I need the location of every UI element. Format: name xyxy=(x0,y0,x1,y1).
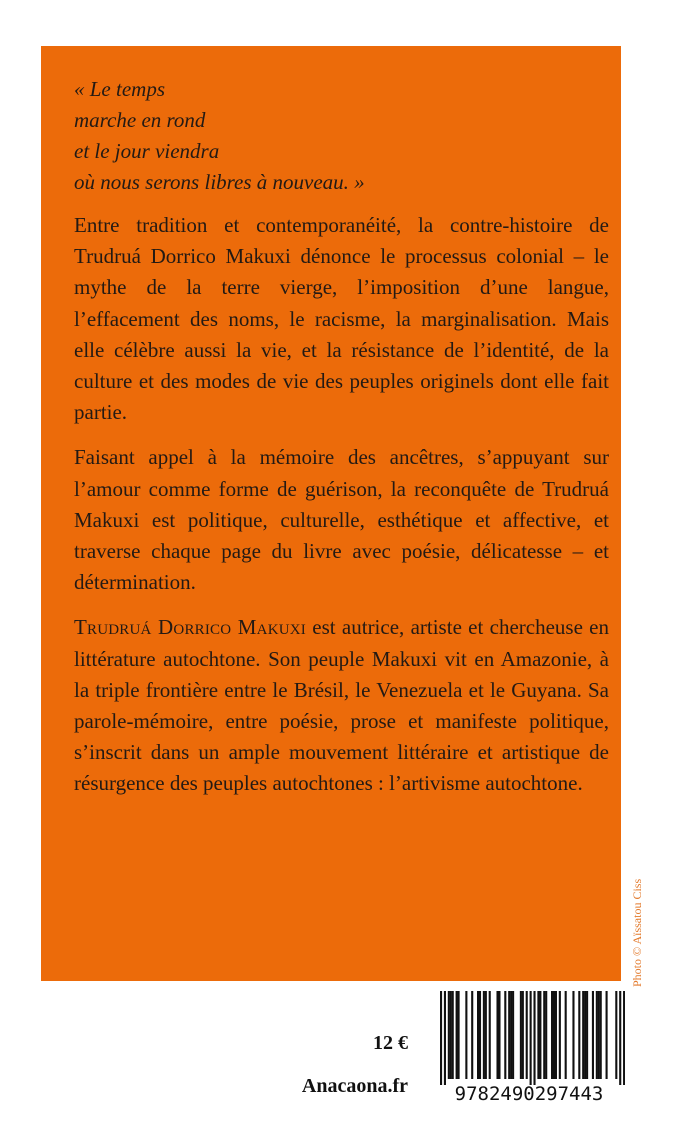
barcode-bar xyxy=(465,991,467,1079)
quote-line: marche en rond xyxy=(74,108,206,132)
barcode-bar xyxy=(485,991,487,1079)
barcode-bar xyxy=(586,991,588,1079)
barcode-bar xyxy=(520,991,522,1079)
author-name: Trudruá Dorrico Makuxi xyxy=(74,615,306,640)
barcode-bar xyxy=(606,991,608,1079)
publisher-website: Anacaona.fr xyxy=(301,1075,408,1097)
author-bio-paragraph xyxy=(74,612,609,799)
barcode-bar xyxy=(522,991,524,1079)
barcode-bar xyxy=(539,991,541,1079)
barcode-bar xyxy=(444,991,446,1085)
barcode-bar xyxy=(623,991,625,1085)
quote-line: où nous serons libres à nouveau. » xyxy=(74,170,365,194)
barcode-bar xyxy=(448,991,450,1079)
barcode-bar xyxy=(526,991,528,1079)
barcode-bar xyxy=(477,991,479,1079)
barcode-bar xyxy=(598,991,600,1079)
barcode-bar xyxy=(559,991,561,1079)
barcode-bar xyxy=(479,991,481,1079)
barcode-bar xyxy=(596,991,598,1079)
author-bio-text: est autrice, artiste et chercheuse en littérature autochtone. Son peuple Makuxi vit en Amazonie, à la triple frontière entre le Brésil, le Venezuela et le Guyana. Sa parole-mémoire, entre poésie, prose et manifeste politique, s’inscrit dans un ample mouvement littéraire et artistique de résurgence des peuples autochtones : l’artivisme autochtone. xyxy=(74,615,610,796)
barcode-bar xyxy=(510,991,512,1079)
quote-line: et le jour viendra xyxy=(74,139,220,163)
barcode-bar xyxy=(619,991,621,1085)
barcode-bar xyxy=(565,991,567,1079)
theme-paragraph: Faisant appel à la mémoire des ancêtres, s’appuyant sur l’amour comme forme de guérison, la reconquête de Trudruá Makuxi est politique, culturelle, esthétique et affective, et traverse chaque page du livre avec poésie, délicatesse – et détermination. xyxy=(74,445,609,595)
barcode-bar xyxy=(471,991,473,1079)
barcode-bar xyxy=(615,991,617,1079)
barcode-bar xyxy=(458,991,460,1079)
barcode-bar xyxy=(545,991,547,1079)
barcode-bars xyxy=(440,991,625,1085)
barcode-bar xyxy=(450,991,452,1079)
photo-credit: Photo © Aïssatou Ciss xyxy=(630,878,644,987)
barcode-bar xyxy=(553,991,555,1079)
barcode-bar xyxy=(578,991,580,1079)
barcode-bar xyxy=(584,991,586,1079)
barcode-bar xyxy=(483,991,485,1079)
barcode-bar xyxy=(508,991,510,1079)
barcode-bar xyxy=(555,991,557,1079)
barcode-bar xyxy=(543,991,545,1079)
barcode-bar xyxy=(572,991,574,1079)
barcode-bar xyxy=(537,991,539,1079)
barcode-bar xyxy=(582,991,584,1079)
barcode-bar xyxy=(512,991,514,1079)
price: 12 € xyxy=(373,1032,408,1054)
barcode-bar xyxy=(504,991,506,1079)
barcode-bar xyxy=(592,991,594,1079)
barcode-bar xyxy=(452,991,454,1079)
barcode-bar xyxy=(498,991,500,1079)
barcode-bar xyxy=(496,991,498,1079)
barcode-bar xyxy=(456,991,458,1079)
isbn-number: 9782490297443 xyxy=(454,1083,604,1105)
barcode-bar xyxy=(489,991,491,1079)
barcode-bar xyxy=(600,991,602,1079)
epigraph-quote xyxy=(74,74,609,198)
barcode-bar xyxy=(533,991,535,1085)
barcode-bar xyxy=(551,991,553,1079)
barcode-bar xyxy=(440,991,442,1085)
back-cover-panel xyxy=(41,46,621,981)
quote-line: « Le temps xyxy=(74,77,165,101)
summary-paragraph: Entre tradition et contemporanéité, la contre-histoire de Trudruá Dorrico Makuxi dénonce le processus colonial – le mythe de la terre vierge, l’imposition d’une langue, l’effacement des noms, le racisme, la marginalisation. Mais elle célèbre aussi la vie, et la résistance de l’identité, de la culture et des modes de vie des peuples originels dont elle fait partie. xyxy=(74,213,609,425)
barcode-bar xyxy=(530,991,532,1085)
